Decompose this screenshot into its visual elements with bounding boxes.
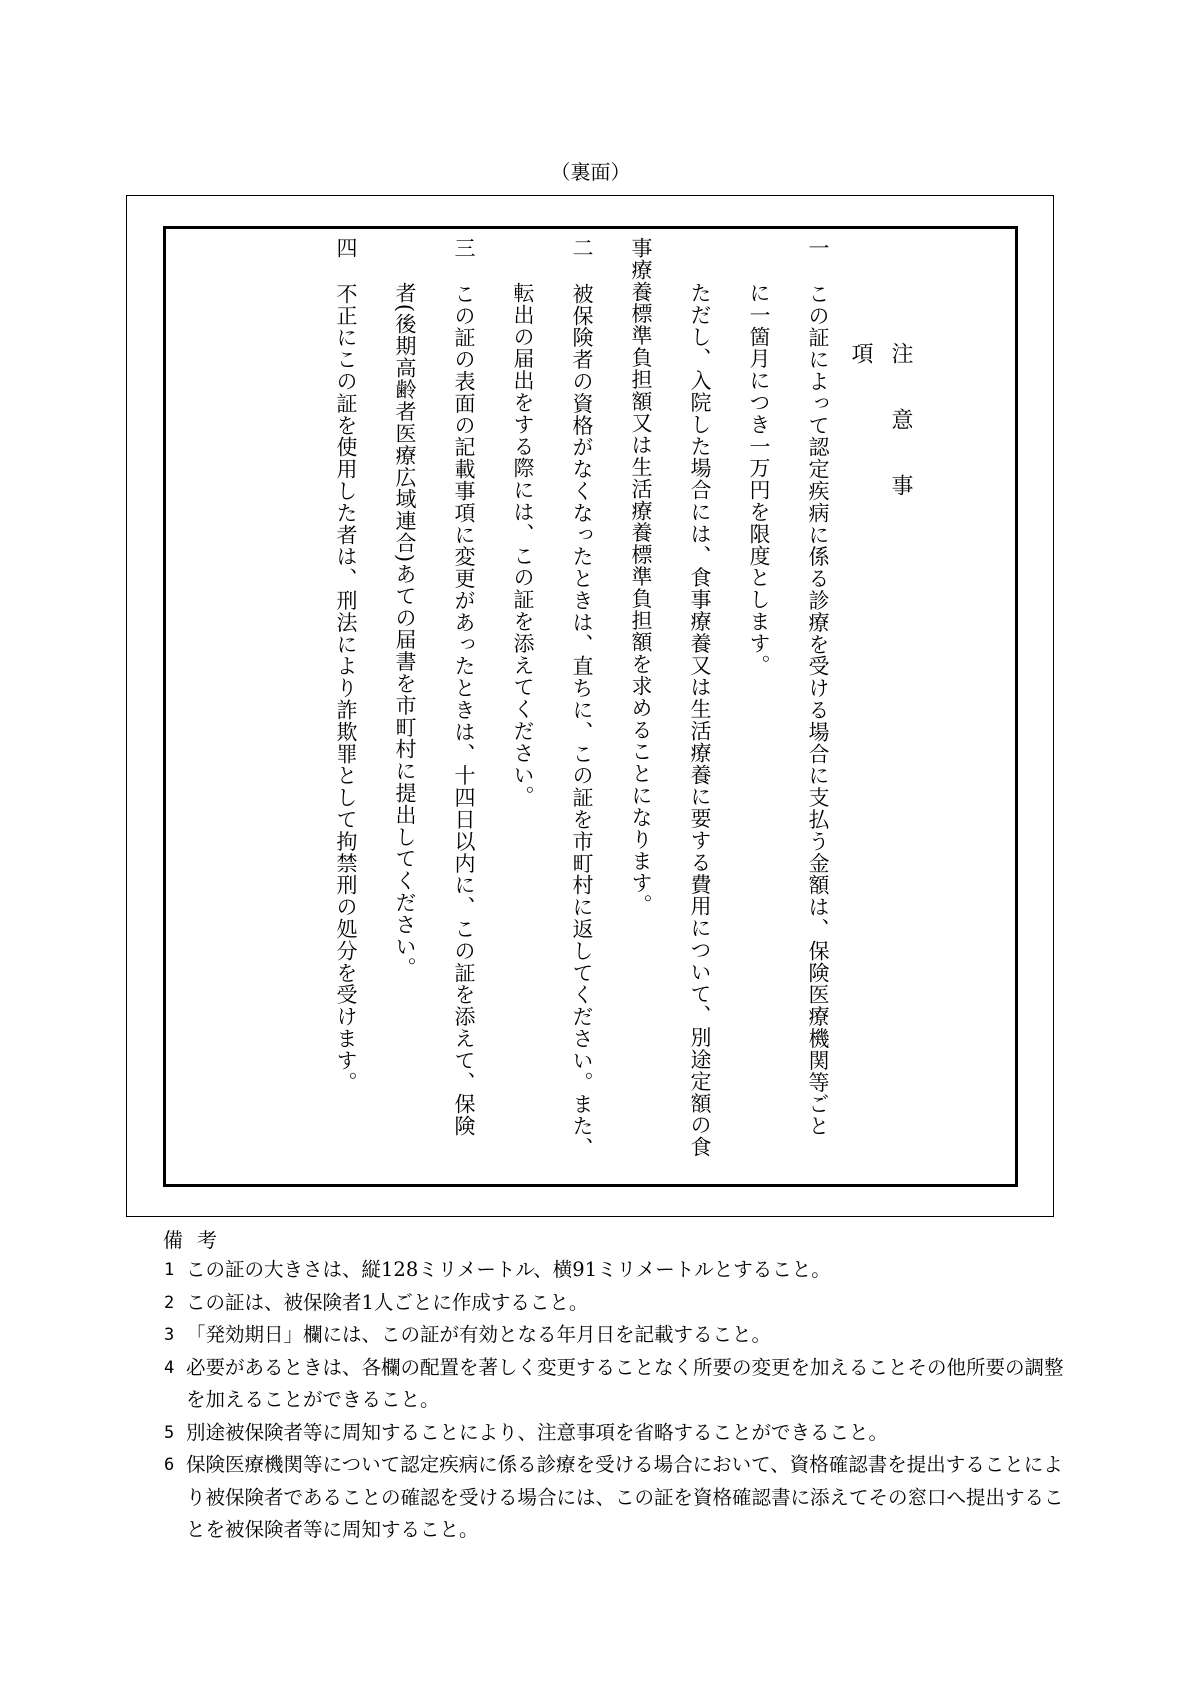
notes-title: 注意事項	[848, 342, 913, 540]
item-number: 四	[334, 237, 358, 259]
notes-item-1-proviso-line-1: ただし、入院した場合には、食事療養又は生活療養に要する費用について、別途定額の食	[688, 282, 712, 1158]
item-line-continued: 転出の届出をする際には、この証を添えてください。	[511, 282, 535, 808]
page-side-label: （裏面）	[550, 160, 631, 184]
remarks-item-number: 1	[164, 1260, 175, 1280]
item-line: 被保険者の資格がなくなったときは、直ちに、この証を市町村に返してください。また、	[570, 282, 594, 1159]
notes-item-4	[316, 237, 375, 1177]
item-line: 不正にこの証を使用した者は、刑法により詐欺罪として拘禁刑の処分を受けます。	[334, 282, 358, 1094]
item-line: この証の表面の記載事項に変更があったときは、十四日以内に、この証を添えて、保険	[452, 282, 476, 1138]
notes-item-1	[729, 237, 847, 1177]
remarks-item-text: 保険医療機関等について認定疾病に係る診療を受ける場合において、資格確認書を提出することにより被保険者であることの確認を受ける場合には、この証を資格確認書に添えてその窓口へ提出することを被保険者等に周知すること。	[186, 1453, 1064, 1541]
remarks-item-text: 必要があるときは、各欄の配置を著しく変更することなく所要の変更を加えることその他所要の調整を加えることができること。	[186, 1355, 1064, 1411]
card-inner-frame	[163, 226, 1018, 1187]
item-number: 一	[806, 237, 830, 259]
remarks-item-number: 5	[164, 1422, 175, 1443]
remarks-item-text: この証は、被保険者1人ごとに作成すること。	[186, 1290, 589, 1314]
remarks-item	[160, 1417, 1070, 1450]
notes-item-2	[493, 237, 611, 1177]
remarks-item-number: 3	[164, 1325, 175, 1345]
notes-item-3	[375, 237, 493, 1177]
notes-item-1-proviso-line-2: 事療養標準負担額又は生活療養標準負担額を求めることになります。	[629, 237, 653, 916]
item-line-continued: 者(後期高齢者医療広域連合)あての届書を市町村に提出してください。	[393, 282, 417, 980]
remarks-item	[160, 1287, 1070, 1320]
remarks-item-text: 別途被保険者等に周知することにより、注意事項を省略することができること。	[186, 1420, 889, 1444]
item-number: 三	[452, 237, 476, 259]
remarks-item-text: 「発効期日」欄には、この証が有効となる年月日を記載すること。	[186, 1323, 772, 1346]
remarks-item-text: この証の大きさは、縦128ミリメートル、横91ミリメートルとすること。	[186, 1258, 831, 1281]
remarks-item	[160, 1449, 1070, 1547]
remarks-item-number: 2	[164, 1292, 175, 1313]
remarks-list	[160, 1254, 1070, 1547]
remarks-item	[160, 1319, 1070, 1352]
item-line-continued: に一箇月につき一万円を限度とします。	[747, 282, 771, 677]
notes-body	[316, 237, 847, 1177]
remarks-item	[160, 1254, 1070, 1287]
item-line: この証によって認定疾病に係る診療を受ける場合に支払う金額は、保険医療機関等ごと	[806, 282, 830, 1138]
item-number: 二	[570, 237, 594, 259]
remarks-item-number: 6	[164, 1455, 175, 1475]
remarks-heading: 備考	[163, 1228, 231, 1252]
remarks-item-number: 4	[164, 1357, 175, 1378]
remarks-item	[160, 1352, 1070, 1417]
